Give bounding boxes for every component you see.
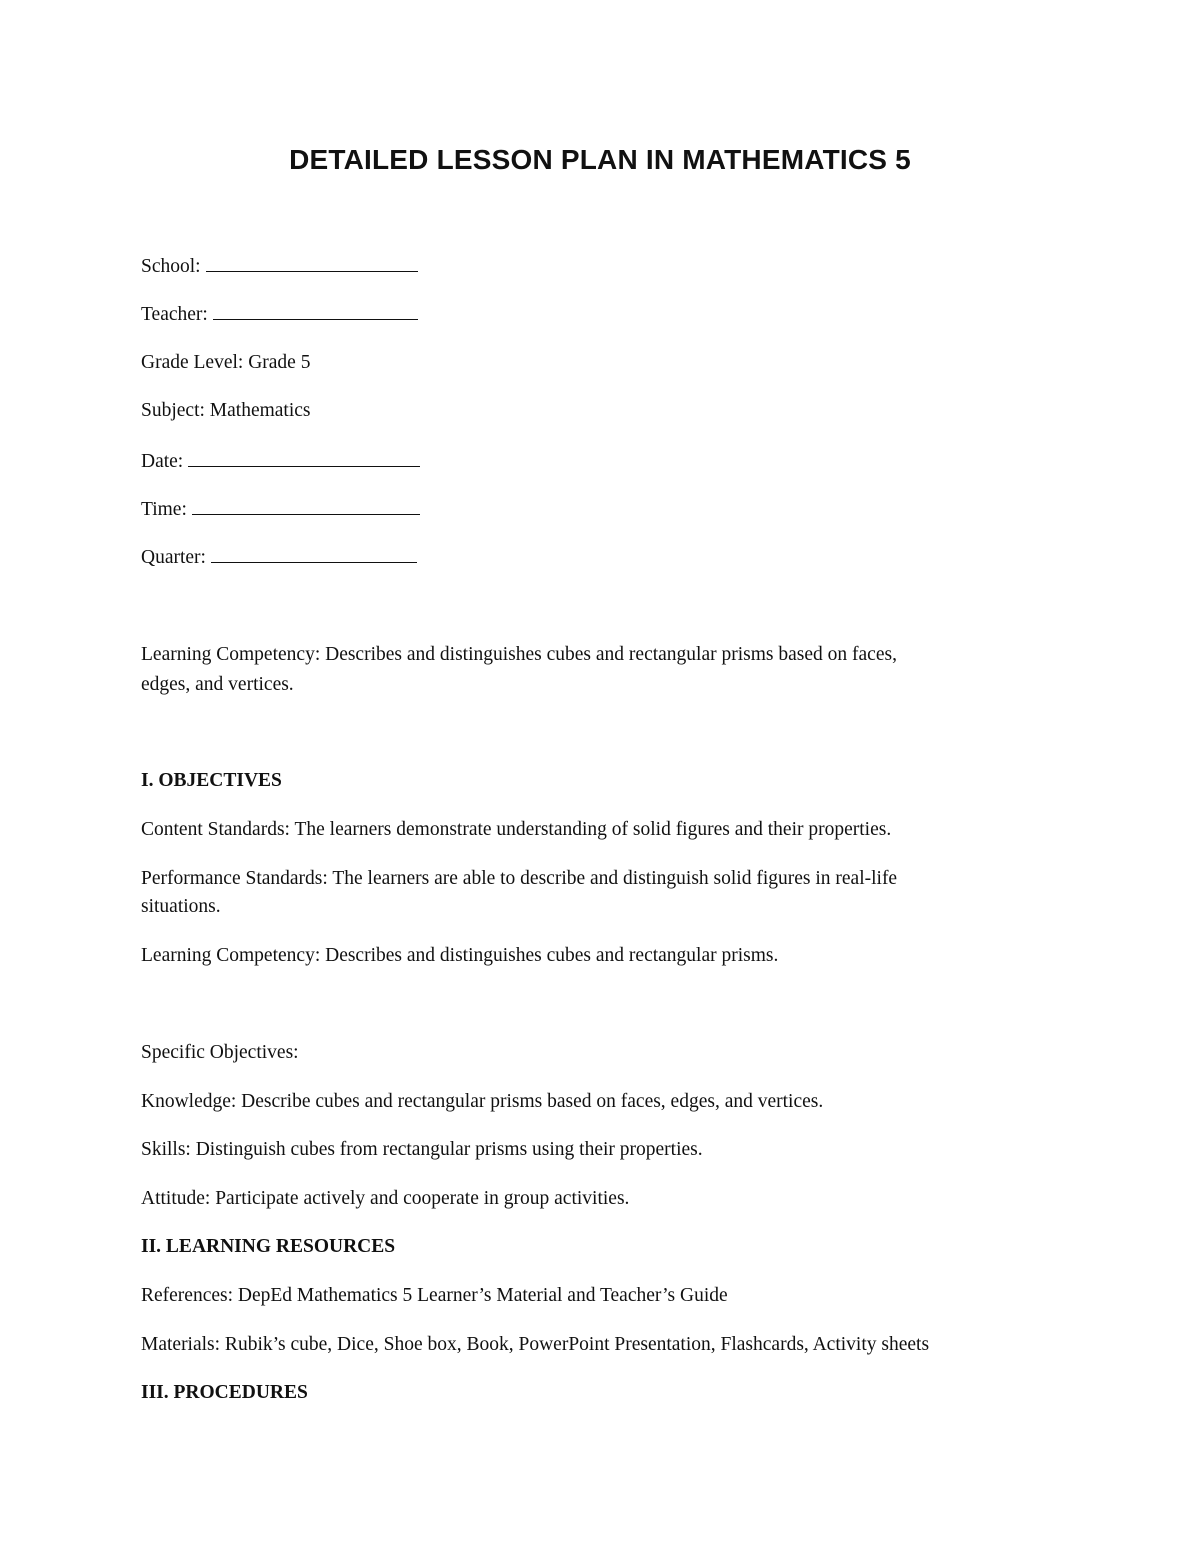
teacher-field: [141, 302, 418, 327]
teacher-label: Teacher:: [141, 304, 208, 325]
school-blank[interactable]: [206, 254, 418, 272]
references: References: DepEd Mathematics 5 Learner’s Material and Teacher’s Guide: [141, 1285, 728, 1306]
quarter-blank[interactable]: [211, 545, 417, 563]
grade-level-field: Grade Level: Grade 5: [141, 352, 311, 373]
skills-objective: Skills: Distinguish cubes from rectangular prisms using their properties.: [141, 1139, 703, 1160]
teacher-blank[interactable]: [213, 302, 418, 320]
content-standards: Content Standards: The learners demonstrate understanding of solid figures and their properties.: [141, 819, 892, 840]
time-field: [141, 497, 420, 522]
learning-competency-line-1: Learning Competency: Describes and distinguishes cubes and rectangular prisms based on faces,: [141, 644, 897, 665]
performance-standards-line-2: situations.: [141, 896, 221, 917]
performance-standards-line-1: Performance Standards: The learners are able to describe and distinguish solid figures in real-life: [141, 868, 898, 889]
date-label: Date:: [141, 451, 184, 472]
objectives-heading: I. OBJECTIVES: [141, 770, 282, 791]
objectives-learning-competency: Learning Competency: Describes and distinguishes cubes and rectangular prisms.: [141, 945, 779, 966]
date-blank[interactable]: [188, 449, 420, 467]
quarter-label: Quarter:: [141, 547, 206, 568]
knowledge-objective: Knowledge: Describe cubes and rectangular prisms based on faces, edges, and vertices.: [141, 1091, 824, 1112]
school-field: [141, 254, 418, 279]
materials: Materials: Rubik’s cube, Dice, Shoe box, Book, PowerPoint Presentation, Flashcards, Activity sheets: [141, 1334, 930, 1355]
subject-field: Subject: Mathematics: [141, 400, 311, 421]
time-blank[interactable]: [192, 497, 420, 515]
school-label: School:: [141, 256, 201, 277]
document-title: DETAILED LESSON PLAN IN MATHEMATICS 5: [289, 144, 911, 175]
learning-resources-heading: II. LEARNING RESOURCES: [141, 1236, 396, 1257]
learning-competency-line-2: edges, and vertices.: [141, 674, 294, 695]
procedures-heading: III. PROCEDURES: [141, 1382, 308, 1403]
time-label: Time:: [141, 499, 187, 520]
specific-objectives-label: Specific Objectives:: [141, 1042, 299, 1063]
date-field: [141, 449, 420, 474]
quarter-field: [141, 545, 417, 570]
attitude-objective: Attitude: Participate actively and cooperate in group activities.: [141, 1188, 630, 1209]
